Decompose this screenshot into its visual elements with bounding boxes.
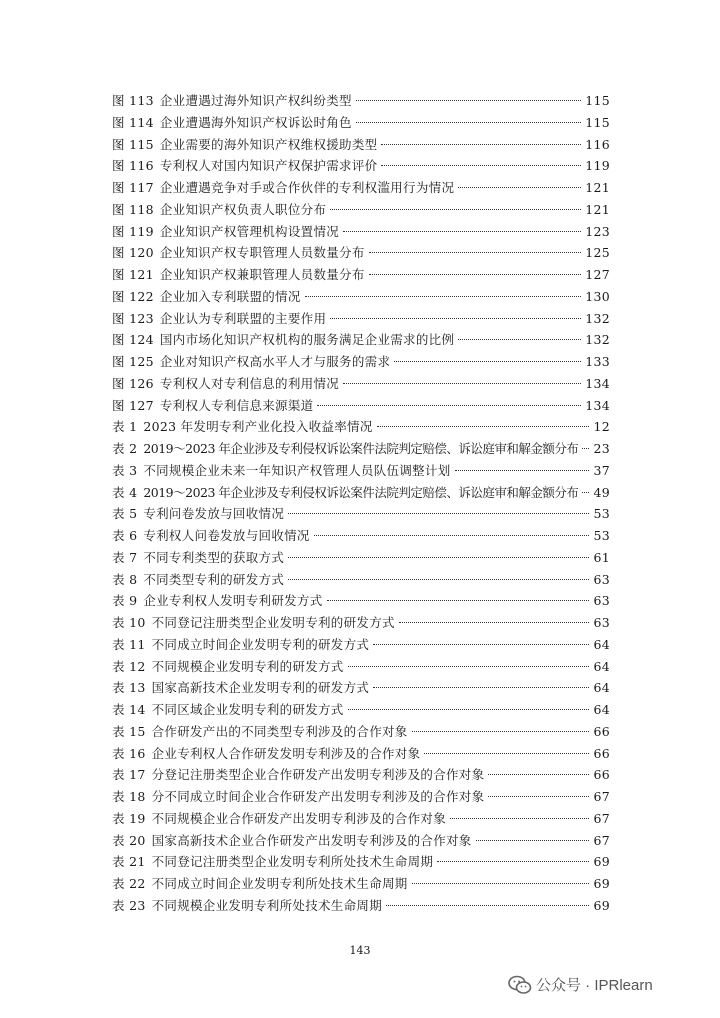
- toc-entry-label: 图 117: [112, 180, 154, 195]
- dot-leader: [386, 905, 589, 906]
- dot-leader: [488, 774, 589, 775]
- toc-entry-label: 表 1: [112, 419, 138, 435]
- toc-entry-title: 专利权人对专利信息的利用情况: [159, 375, 340, 391]
- toc-entry-title: 专利权人对国内知识产权保护需求评价: [159, 158, 378, 174]
- toc-entry-page: 134: [585, 397, 610, 413]
- toc-entry-page: 66: [593, 745, 610, 761]
- toc-entry: [112, 113, 610, 135]
- toc-entry-label: 表 19: [112, 810, 146, 826]
- dot-leader: [381, 144, 581, 145]
- toc-entry-title: 不同登记注册类型企业发明专利所处技术生命周期: [151, 854, 434, 870]
- toc-entry: [112, 570, 610, 592]
- toc-entry-page: 132: [585, 332, 610, 348]
- toc-entry-title: 企业对知识产权高水平人才与服务的需求: [159, 354, 391, 369]
- toc-entry-title: 不同规模企业合作研发产出发明专利涉及的合作对象: [151, 810, 446, 826]
- toc-entry-page: 66: [593, 723, 610, 739]
- toc-entry-title: 不同规模企业发明专利的研发方式: [151, 658, 344, 674]
- toc-entry: [112, 243, 610, 265]
- dot-leader: [317, 405, 581, 406]
- toc-entry-label: 表 23: [112, 897, 146, 913]
- toc-entry-label: 表 7: [112, 549, 138, 565]
- dot-leader: [373, 687, 589, 688]
- toc-entry: [112, 352, 610, 374]
- toc-entry-label: 表 14: [112, 702, 146, 717]
- dot-leader: [348, 709, 590, 710]
- toc-entry-title: 不同规模企业发明专利所处技术生命周期: [151, 897, 382, 913]
- toc-entry-title: 企业知识产权负责人职位分布: [159, 201, 327, 217]
- toc-entry: [112, 613, 610, 635]
- toc-entry-title: 企业认为专利联盟的主要作用: [159, 310, 327, 326]
- dot-leader: [288, 557, 589, 558]
- toc-entry-page: 116: [585, 136, 610, 152]
- toc-entry: [112, 831, 610, 853]
- toc-entry-title: 合作研发产出的不同类型专利涉及的合作对象: [151, 723, 408, 739]
- dot-leader: [455, 470, 590, 471]
- toc-entry: [112, 461, 610, 483]
- toc-entry: [112, 287, 610, 309]
- toc-entry-title: 企业知识产权管理机构设置情况: [159, 223, 340, 239]
- toc-entry-label: 表 20: [112, 832, 146, 848]
- toc-entry: [112, 722, 610, 744]
- toc-entry-page: 67: [593, 832, 610, 848]
- toc-entry-page: 64: [593, 680, 610, 696]
- toc-entry: [112, 156, 610, 178]
- dot-leader: [343, 231, 581, 232]
- toc-entry-page: 69: [593, 854, 610, 870]
- dot-leader: [356, 100, 581, 101]
- toc-entry-page: 64: [593, 702, 610, 717]
- toc-entry-title: 不同规模企业未来一年知识产权管理人员队伍调整计划: [143, 462, 451, 478]
- toc-entry-title: 企业知识产权专职管理人员数量分布: [159, 245, 365, 261]
- toc-entry-label: 图 122: [112, 288, 154, 304]
- toc-entry: [112, 178, 610, 200]
- toc-entry: [112, 417, 610, 439]
- toc-entry-label: 图 119: [112, 223, 154, 239]
- toc-entry-label: 表 15: [112, 723, 146, 739]
- toc-entry-title: 专利权人专利信息来源渠道: [159, 397, 314, 413]
- dot-leader: [369, 252, 582, 253]
- toc-entry-page: 115: [585, 114, 610, 130]
- toc-entry-page: 64: [593, 658, 610, 674]
- toc-entry: [112, 330, 610, 352]
- toc-entry-label: 表 22: [112, 876, 146, 891]
- dot-leader: [582, 492, 589, 493]
- dot-leader: [412, 883, 590, 884]
- toc-entry-label: 图 127: [112, 397, 154, 413]
- dot-leader: [356, 122, 581, 123]
- toc-entry-label: 表 17: [112, 767, 146, 783]
- dot-leader: [476, 840, 590, 841]
- dot-leader: [288, 513, 589, 514]
- toc-entry-page: 69: [593, 876, 610, 891]
- toc-entry-title: 不同成立时间企业发明专利所处技术生命周期: [151, 876, 408, 891]
- watermark-text: 公众号 · IPRlearn: [536, 977, 653, 994]
- toc-entry: [112, 591, 610, 613]
- dot-leader: [305, 296, 582, 297]
- toc-entry: [112, 309, 610, 331]
- toc-entry-page: 134: [585, 375, 610, 391]
- toc-entry: [112, 439, 610, 461]
- toc-entry-label: 图 121: [112, 267, 154, 282]
- toc-entry-title: 不同区域企业发明专利的研发方式: [151, 702, 344, 717]
- toc-entry-title: 2019～2023 年企业涉及专利侵权诉讼案件法院判定赔偿、诉讼庭审和解金额分布: [143, 484, 579, 500]
- toc-entry: [112, 896, 610, 918]
- toc-entry-label: 图 114: [112, 114, 154, 130]
- toc-entry-page: 121: [585, 201, 610, 217]
- toc-entry-title: 国家高新技术企业发明专利的研发方式: [151, 680, 370, 696]
- dot-leader: [314, 535, 590, 536]
- toc-entry-page: 125: [585, 245, 610, 261]
- dot-leader: [458, 187, 581, 188]
- toc-entry: [112, 265, 610, 287]
- toc-entry-title: 企业专利权人合作研发发明专利涉及的合作对象: [151, 745, 421, 761]
- dot-leader: [582, 448, 589, 449]
- toc-entry-page: 67: [593, 810, 610, 826]
- toc-entry: [112, 635, 610, 657]
- toc-entry-title: 不同类型专利的研发方式: [143, 571, 285, 587]
- dot-leader: [288, 579, 589, 580]
- toc-entry-label: 表 16: [112, 745, 146, 761]
- toc-entry-title: 国内市场化知识产权机构的服务满足企业需求的比例: [159, 332, 455, 348]
- toc-entry: [112, 548, 610, 570]
- toc-entry-label: 表 4: [112, 484, 138, 500]
- dot-leader: [412, 731, 590, 732]
- toc-entry: [112, 852, 610, 874]
- toc-entry-label: 图 120: [112, 245, 154, 261]
- toc-entry-label: 图 118: [112, 201, 154, 217]
- dot-leader: [327, 600, 590, 601]
- toc-entry-page: 53: [593, 528, 610, 543]
- toc-entry-title: 企业知识产权兼职管理人员数量分布: [159, 267, 365, 282]
- toc-entry-page: 132: [585, 310, 610, 326]
- toc-entry-title: 2023 年发明专利产业化投入收益率情况: [143, 419, 373, 435]
- toc-entry-label: 表 10: [112, 615, 146, 630]
- dot-leader: [424, 753, 589, 754]
- toc-entry: [112, 809, 610, 831]
- toc-entry: [112, 91, 610, 113]
- toc-entry-title: 国家高新技术企业合作研发产出发明专利涉及的合作对象: [151, 832, 472, 848]
- toc-entry-page: 119: [585, 158, 610, 174]
- dot-leader: [373, 644, 589, 645]
- toc-entry-title: 企业加入专利联盟的情况: [159, 288, 301, 304]
- toc-entry-page: 123: [585, 223, 610, 239]
- toc-entry-label: 表 6: [112, 528, 138, 543]
- dot-leader: [381, 165, 581, 166]
- dot-leader: [369, 274, 582, 275]
- toc-entry: [112, 483, 610, 505]
- toc-entry: [112, 504, 610, 526]
- toc-entry-page: 69: [593, 897, 610, 913]
- toc-entry: [112, 787, 610, 809]
- toc-entry-page: 61: [593, 549, 610, 565]
- toc-entry-page: 121: [585, 180, 610, 195]
- toc-entry-page: 12: [593, 419, 610, 435]
- toc-entry-label: 图 124: [112, 332, 154, 348]
- toc-entry: [112, 765, 610, 787]
- toc-entry-label: 图 113: [112, 93, 154, 108]
- toc-entry-label: 图 125: [112, 354, 154, 369]
- dot-leader: [450, 818, 589, 819]
- toc-entry: [112, 396, 610, 418]
- toc-entry-page: 53: [593, 506, 610, 522]
- toc-entry-title: 专利问卷发放与回收情况: [143, 506, 285, 522]
- dot-leader: [330, 318, 581, 319]
- toc-entry-label: 表 9: [112, 593, 138, 609]
- toc-entry-title: 2019～2023 年企业涉及专利侵权诉讼案件法院判定赔偿、诉讼庭审和解金额分布: [143, 441, 579, 456]
- toc-entry-page: 37: [593, 462, 610, 478]
- dot-leader: [394, 361, 581, 362]
- toc-entry-label: 表 21: [112, 854, 146, 870]
- toc-entry-title: 不同成立时间企业发明专利的研发方式: [151, 636, 370, 652]
- toc-entry-page: 63: [593, 571, 610, 587]
- toc-entry: [112, 526, 610, 548]
- toc-entry-page: 66: [593, 767, 610, 783]
- toc-entry: [112, 700, 610, 722]
- toc-entry: [112, 678, 610, 700]
- toc-entry-page: 115: [585, 93, 610, 108]
- dot-leader: [399, 622, 590, 623]
- toc-entry-label: 表 12: [112, 658, 146, 674]
- toc-entry: [112, 222, 610, 244]
- toc-entry-label: 表 18: [112, 789, 146, 804]
- toc-entry-title: 分不同成立时间企业合作研发产出发明专利涉及的合作对象: [151, 789, 485, 804]
- dot-leader: [458, 339, 581, 340]
- toc-entry-page: 64: [593, 636, 610, 652]
- toc-entry-label: 表 8: [112, 571, 138, 587]
- toc-entry-label: 图 115: [112, 136, 154, 152]
- toc-entry-label: 图 116: [112, 158, 154, 174]
- toc-entry-label: 图 123: [112, 310, 154, 326]
- toc-entry-title: 专利权人问卷发放与回收情况: [143, 528, 310, 543]
- toc-entry-page: 63: [593, 615, 610, 630]
- toc-entry-label: 表 11: [112, 636, 146, 652]
- dot-leader: [437, 861, 589, 862]
- toc-entry-label: 表 2: [112, 441, 138, 456]
- dot-leader: [330, 209, 581, 210]
- toc-list: [112, 91, 610, 918]
- toc-entry-label: 表 13: [112, 680, 146, 696]
- watermark: [508, 974, 653, 995]
- toc-entry-page: 23: [593, 441, 610, 456]
- toc-entry: [112, 374, 610, 396]
- toc-entry-title: 不同登记注册类型企业发明专利的研发方式: [151, 615, 395, 630]
- toc-entry-page: 63: [593, 593, 610, 609]
- toc-entry-title: 企业专利权人发明专利研发方式: [143, 593, 323, 609]
- toc-entry: [112, 135, 610, 157]
- wechat-icon: [508, 975, 532, 995]
- toc-entry-title: 企业遭遇竞争对手或合作伙伴的专利权滥用行为情况: [159, 180, 455, 195]
- page-number: 143: [349, 944, 371, 957]
- toc-entry: [112, 200, 610, 222]
- dot-leader: [488, 796, 589, 797]
- toc-entry-page: 49: [593, 484, 610, 500]
- toc-entry: [112, 744, 610, 766]
- toc-entry-title: 不同专利类型的获取方式: [143, 549, 285, 565]
- toc-entry-page: 130: [585, 288, 610, 304]
- toc-entry-title: 企业遭遇海外知识产权诉讼时角色: [159, 114, 352, 130]
- toc-entry-title: 分登记注册类型企业合作研发产出发明专利涉及的合作对象: [151, 767, 485, 783]
- toc-entry-label: 表 3: [112, 462, 138, 478]
- dot-leader: [377, 426, 590, 427]
- toc-entry: [112, 874, 610, 896]
- toc-entry: [112, 657, 610, 679]
- toc-entry-label: 表 5: [112, 506, 138, 522]
- toc-entry-page: 67: [593, 789, 610, 804]
- toc-entry-page: 133: [585, 354, 610, 369]
- toc-entry-title: 企业遭遇过海外知识产权纠纷类型: [159, 93, 352, 108]
- toc-entry-label: 图 126: [112, 375, 154, 391]
- dot-leader: [348, 666, 590, 667]
- dot-leader: [343, 383, 581, 384]
- toc-entry-page: 127: [585, 267, 610, 282]
- toc-entry-title: 企业需要的海外知识产权维权援助类型: [159, 136, 378, 152]
